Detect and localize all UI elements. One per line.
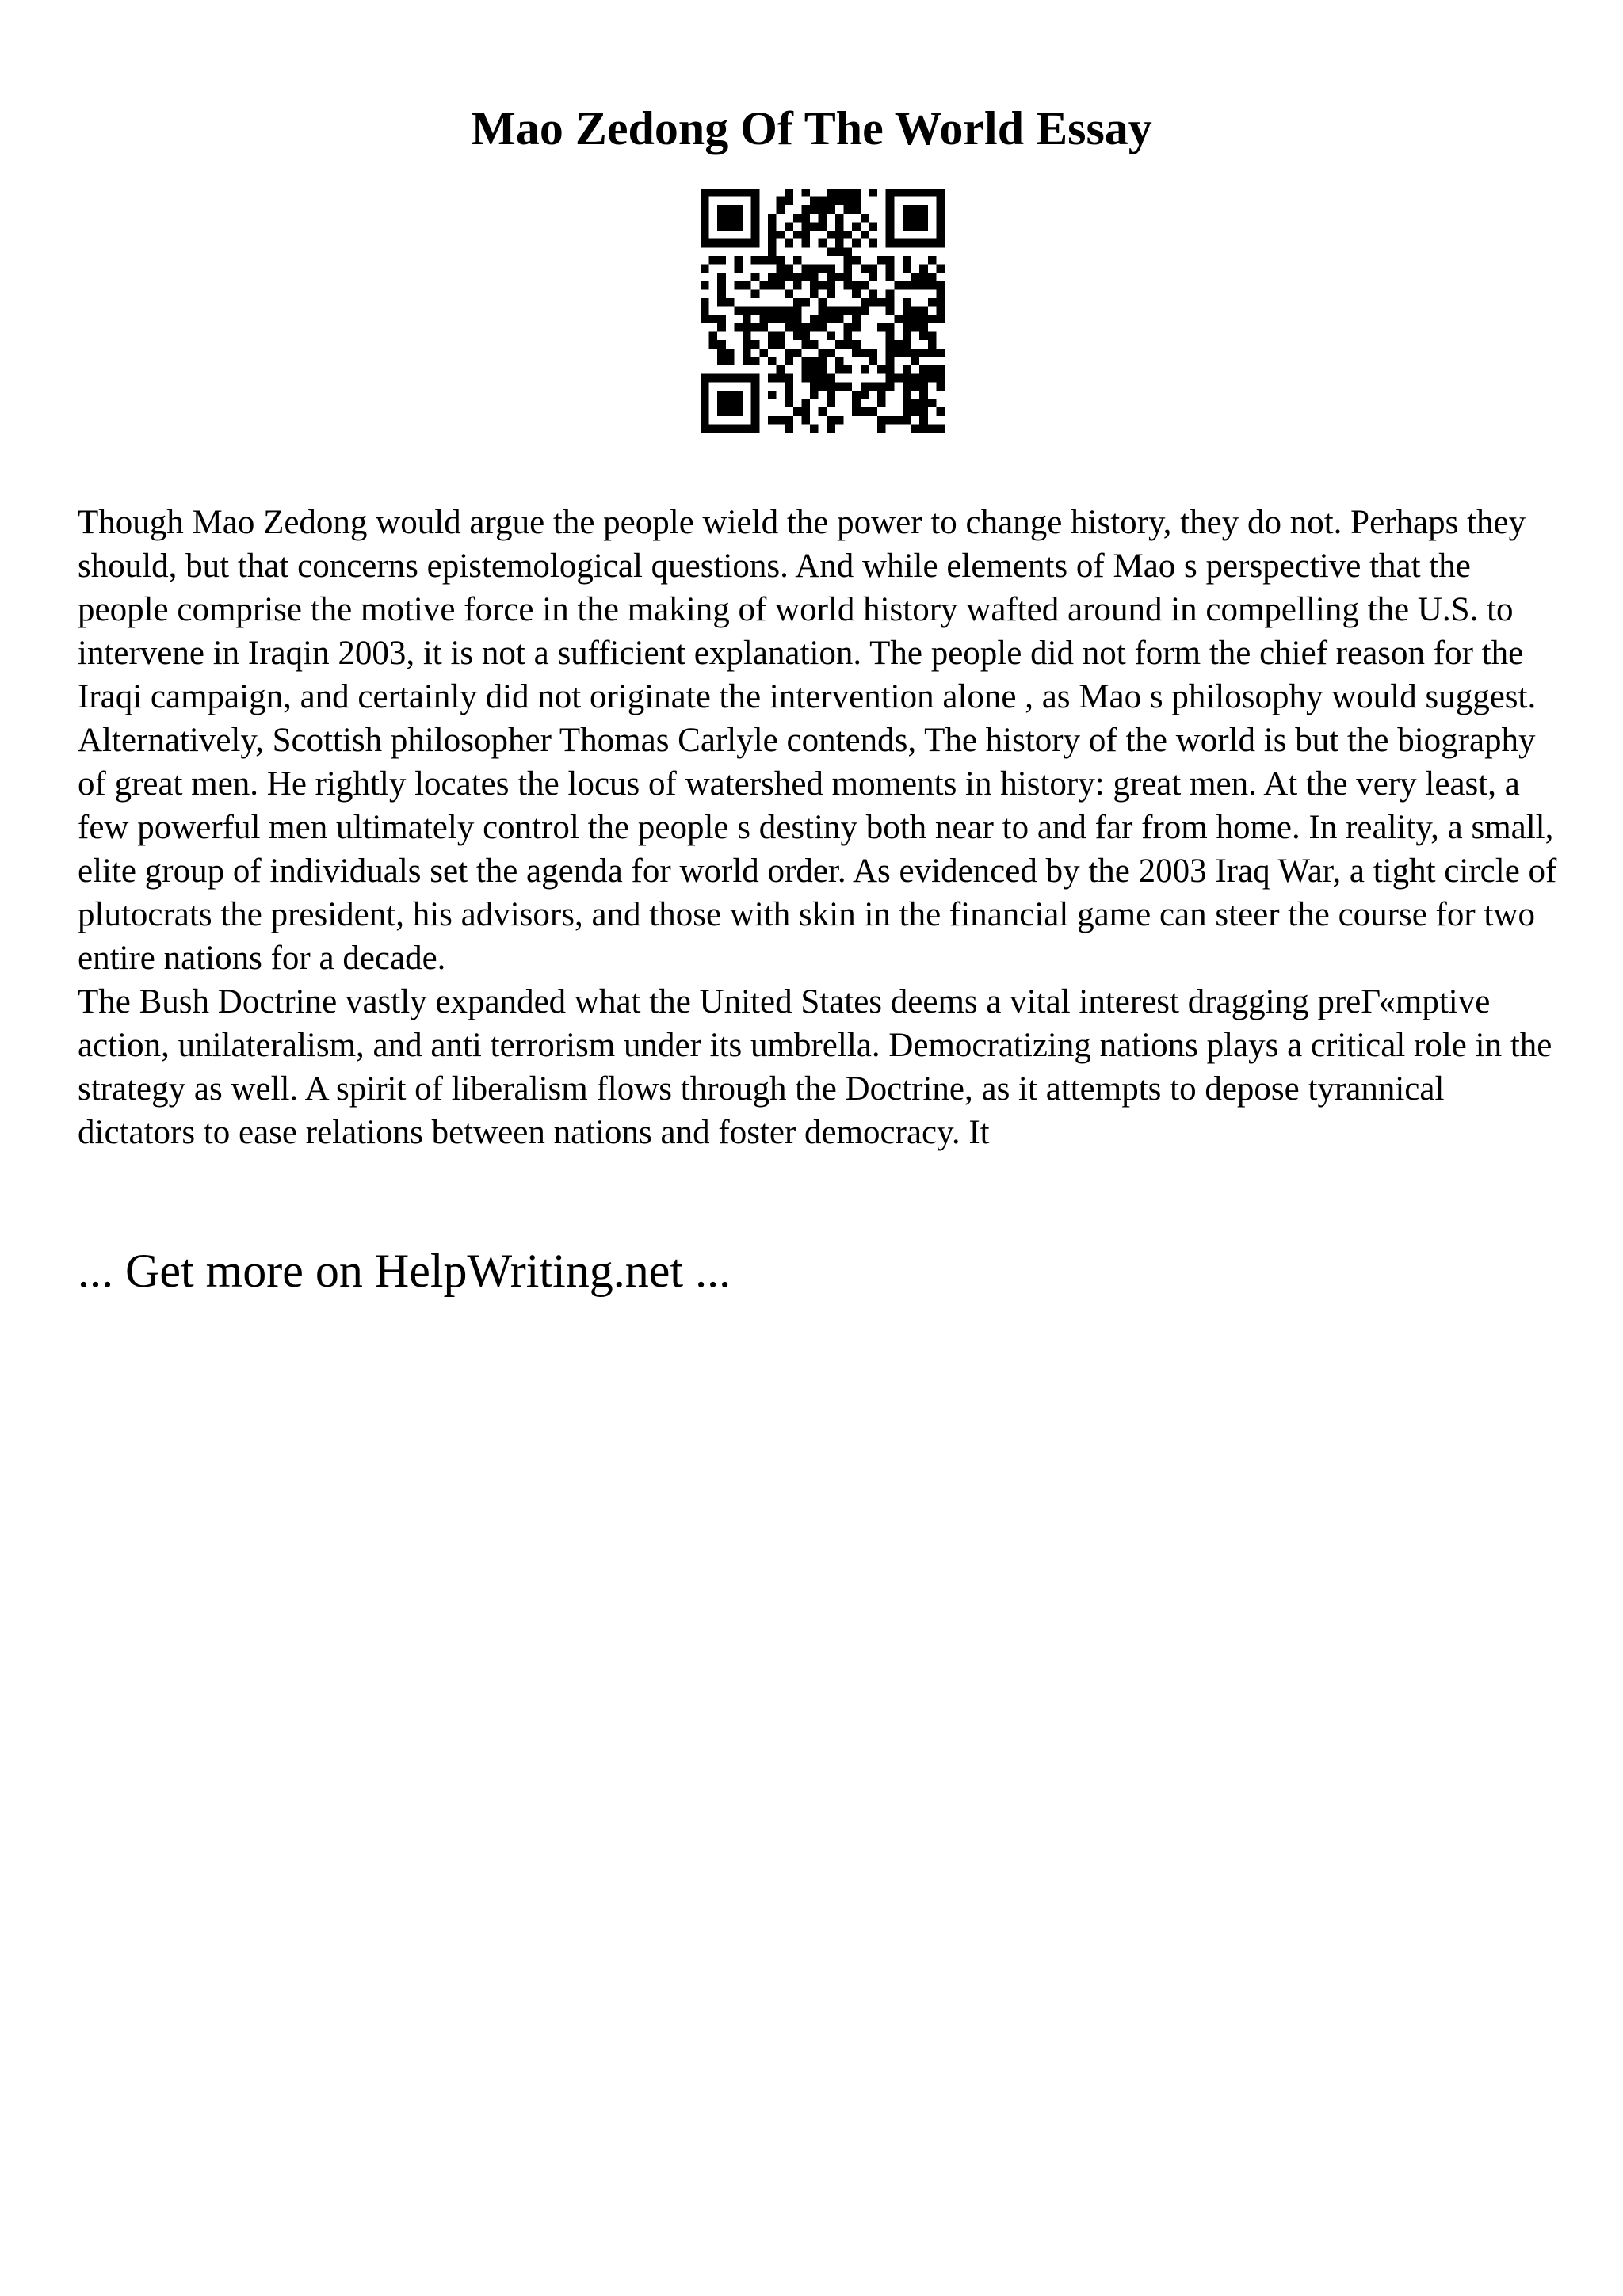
essay-paragraph: Though Mao Zedong would argue the people wield the power to change history, they do not. Perhaps they should, but that concerns epistemological questions. And while elements of Mao s perspective that the people comprise the motive force in the making of world history wafted around in compelling the U.S. to intervene in Iraqin 2003, it is not a sufficient explanation. The people did not form the chief reason for the Iraqi campaign, and certainly did not originate the intervention alone , as Mao s philosophy would suggest. Alternatively, Scottish philosopher Thomas Carlyle contends, The history of the world is but the biography of great men. He rightly locates the locus of watershed moments in history: great men. At the very least, a few powerful men ultimately control the people s destiny both near to and far from home. In reality, a small, elite group of individuals set the agenda for world order. As evidenced by the 2003 Iraq War, a tight circle of plutocrats the president, his advisors, and those with skin in the financial game can steer the course for two entire nations for a decade.	[78, 504, 1557, 977]
get-more-link[interactable]: ... Get more on HelpWriting.net ...	[78, 1245, 731, 1297]
essay-body	[78, 501, 1560, 1154]
page-title: Mao Zedong Of The World Essay	[471, 102, 1152, 154]
qr-code-icon	[701, 189, 945, 433]
essay-paragraph: The Bush Doctrine vastly expanded what the United States deems a vital interest dragging preГ«mptive action, unilateralism, and anti terrorism under its umbrella. Democratizing nations plays a critical role in the strategy as well. A spirit of liberalism flows through the Doctrine, as it attempts to depose tyrannical dictators to ease relations between nations and foster democracy. It	[78, 983, 1552, 1151]
